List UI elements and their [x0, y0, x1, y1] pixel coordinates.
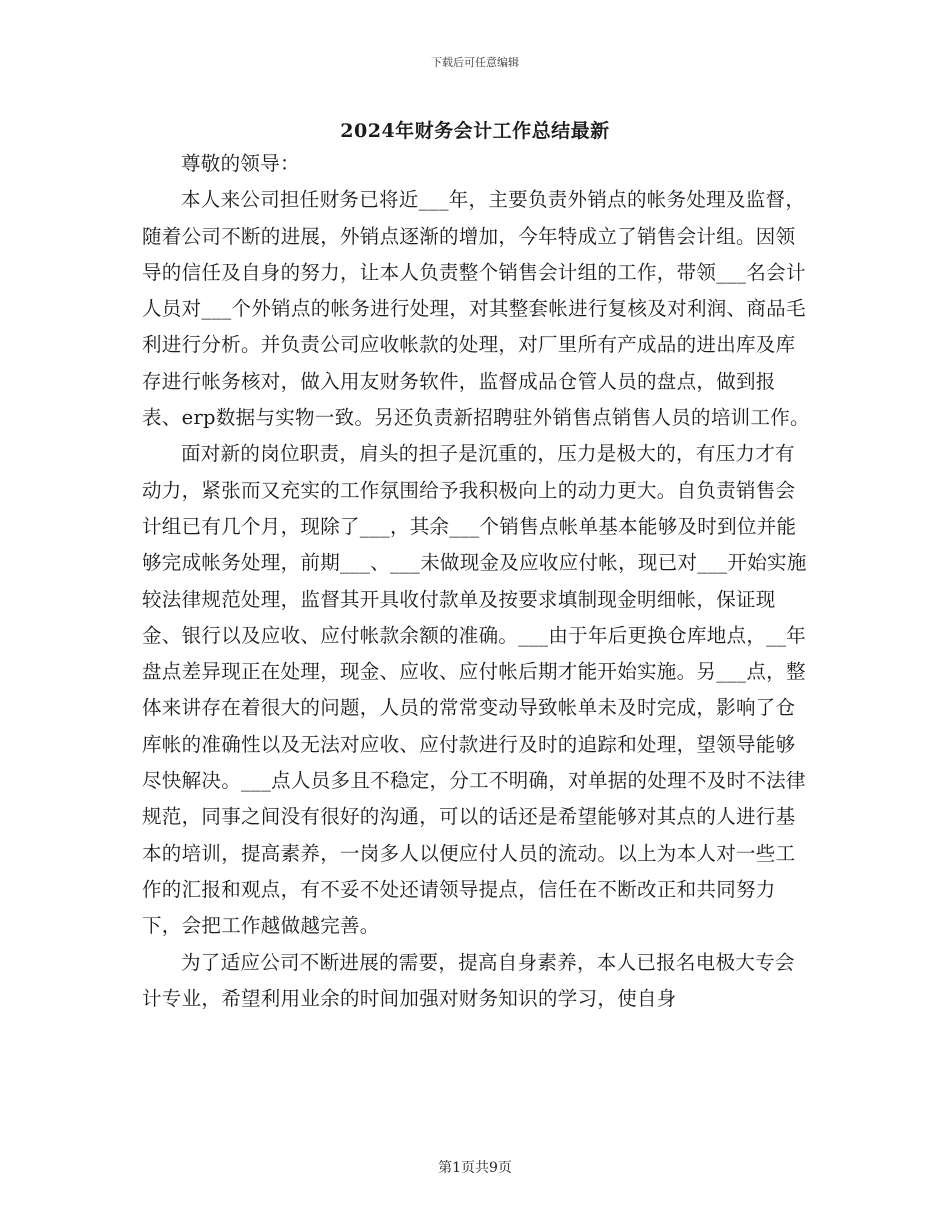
paragraph: 为了适应公司不断进展的需要，提高自身素养，本人已报名电极大专会计专业，希望利用业余的时间加强对财务知识的学习，使自身 [142, 950, 795, 1010]
page-number: 第1页共9页 [438, 1160, 512, 1176]
page-header-note: 下载后可任意编辑 [431, 56, 519, 69]
document-body [142, 146, 814, 1017]
salutation: 尊敬的领导： [181, 152, 300, 175]
paragraph: 面对新的岗位职责，肩头的担子是沉重的，压力是极大的，有压力才有动力，紧张而又充实的工作氛围给予我积极向上的动力更大。自负责销售会计组已有几个月，现除了___，其余___个销售点帐单基本能够及时到位并能够完成帐务处理，前期___、___未做现金及应收应付帐，现已对___开始实施较法律规范处理，监督其开具收付款单及按要求填制现金明细帐，保证现金、银行以及应收、应付帐款余额的准确。___由于年后更换仓库地点，__年盘点差异现正在处理，现金、应收、应付帐后期才能开始实施。另___点，整体来讲存在着很大的问题，人员的常常变动导致帐单未及时完成，影响了仓库帐的准确性以及无法对应收、应付款进行及时的追踪和处理，望领导能够尽快解决。___点人员多且不稳定，分工不明确，对单据的处理不及时不法律规范，同事之间没有很好的沟通，可以的话还是希望能够对其点的人进行基本的培训，提高素养，一岗多人以便应付人员的流动。以上为本人对一些工作的汇报和观点，有不妥不处还请领导提点，信任在不断改正和共同努力下，会把工作越做越完善。 [142, 442, 807, 938]
document-title: 2024年财务会计工作总结最新 [340, 120, 610, 142]
paragraph: 本人来公司担任财务已将近___年，主要负责外销点的帐务处理及监督，随着公司不断的进展，外销点逐渐的增加，今年特成立了销售会计组。因领导的信任及自身的努力，让本人负责整个销售会计组的工作，带领___名会计人员对___个外销点的帐务进行处理，对其整套帐进行复核及对利润、商品毛利进行分析。并负责公司应收帐款的处理，对厂里所有产成品的进出库及库存进行帐务核对，做入用友财务软件，监督成品仓管人员的盘点，做到报表、erp数据与实物一致。另还负责新招聘驻外销售点销售人员的培训工作。 [142, 188, 810, 430]
